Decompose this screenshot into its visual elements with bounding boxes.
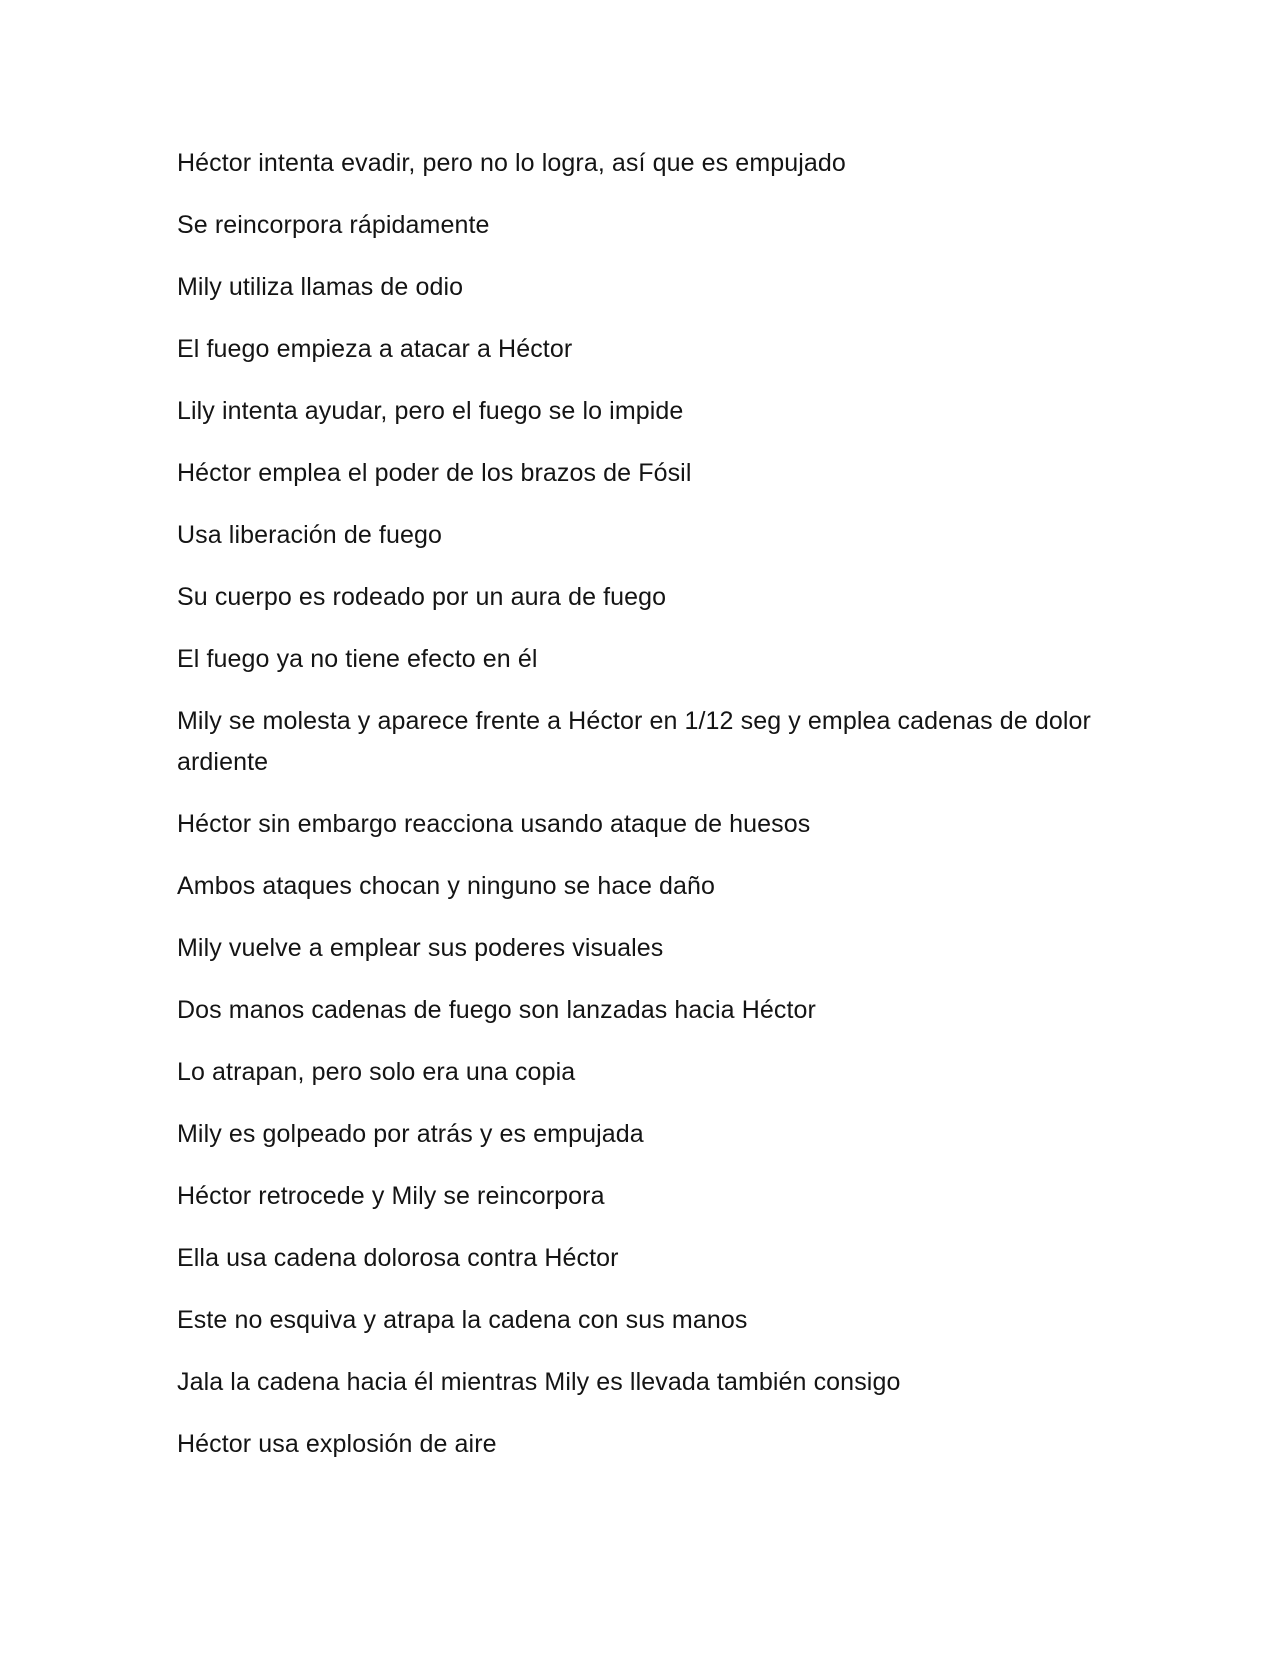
paragraph: Este no esquiva y atrapa la cadena con sus manos bbox=[177, 1306, 748, 1334]
paragraph: Héctor emplea el poder de los brazos de Fósil bbox=[177, 459, 692, 487]
paragraph: El fuego ya no tiene efecto en él bbox=[177, 645, 538, 673]
paragraph: Mily se molesta y aparece frente a Héctor en 1/12 seg y emplea cadenas de dolor ardiente bbox=[177, 707, 1091, 776]
paragraph: Héctor sin embargo reacciona usando ataque de huesos bbox=[177, 810, 811, 838]
paragraph: Ambos ataques chocan y ninguno se hace daño bbox=[177, 872, 716, 900]
paragraph: Lily intenta ayudar, pero el fuego se lo impide bbox=[177, 397, 684, 425]
paragraph: Su cuerpo es rodeado por un aura de fuego bbox=[177, 583, 667, 611]
paragraph: Mily es golpeado por atrás y es empujada bbox=[177, 1120, 644, 1148]
paragraph: Héctor retrocede y Mily se reincorpora bbox=[177, 1182, 605, 1210]
paragraph: Lo atrapan, pero solo era una copia bbox=[177, 1058, 576, 1086]
paragraph: Se reincorpora rápidamente bbox=[177, 211, 490, 239]
paragraph: El fuego empieza a atacar a Héctor bbox=[177, 335, 573, 363]
paragraph: Dos manos cadenas de fuego son lanzadas hacia Héctor bbox=[177, 996, 816, 1024]
paragraph: Mily utiliza llamas de odio bbox=[177, 273, 464, 301]
paragraph: Héctor intenta evadir, pero no lo logra, así que es empujado bbox=[177, 149, 846, 177]
paragraph: Mily vuelve a emplear sus poderes visuales bbox=[177, 934, 664, 962]
paragraph: Jala la cadena hacia él mientras Mily es llevada también consigo bbox=[177, 1368, 901, 1396]
paragraph: Héctor usa explosión de aire bbox=[177, 1430, 497, 1458]
paragraph: Usa liberación de fuego bbox=[177, 521, 442, 549]
paragraph: Ella usa cadena dolorosa contra Héctor bbox=[177, 1244, 619, 1272]
